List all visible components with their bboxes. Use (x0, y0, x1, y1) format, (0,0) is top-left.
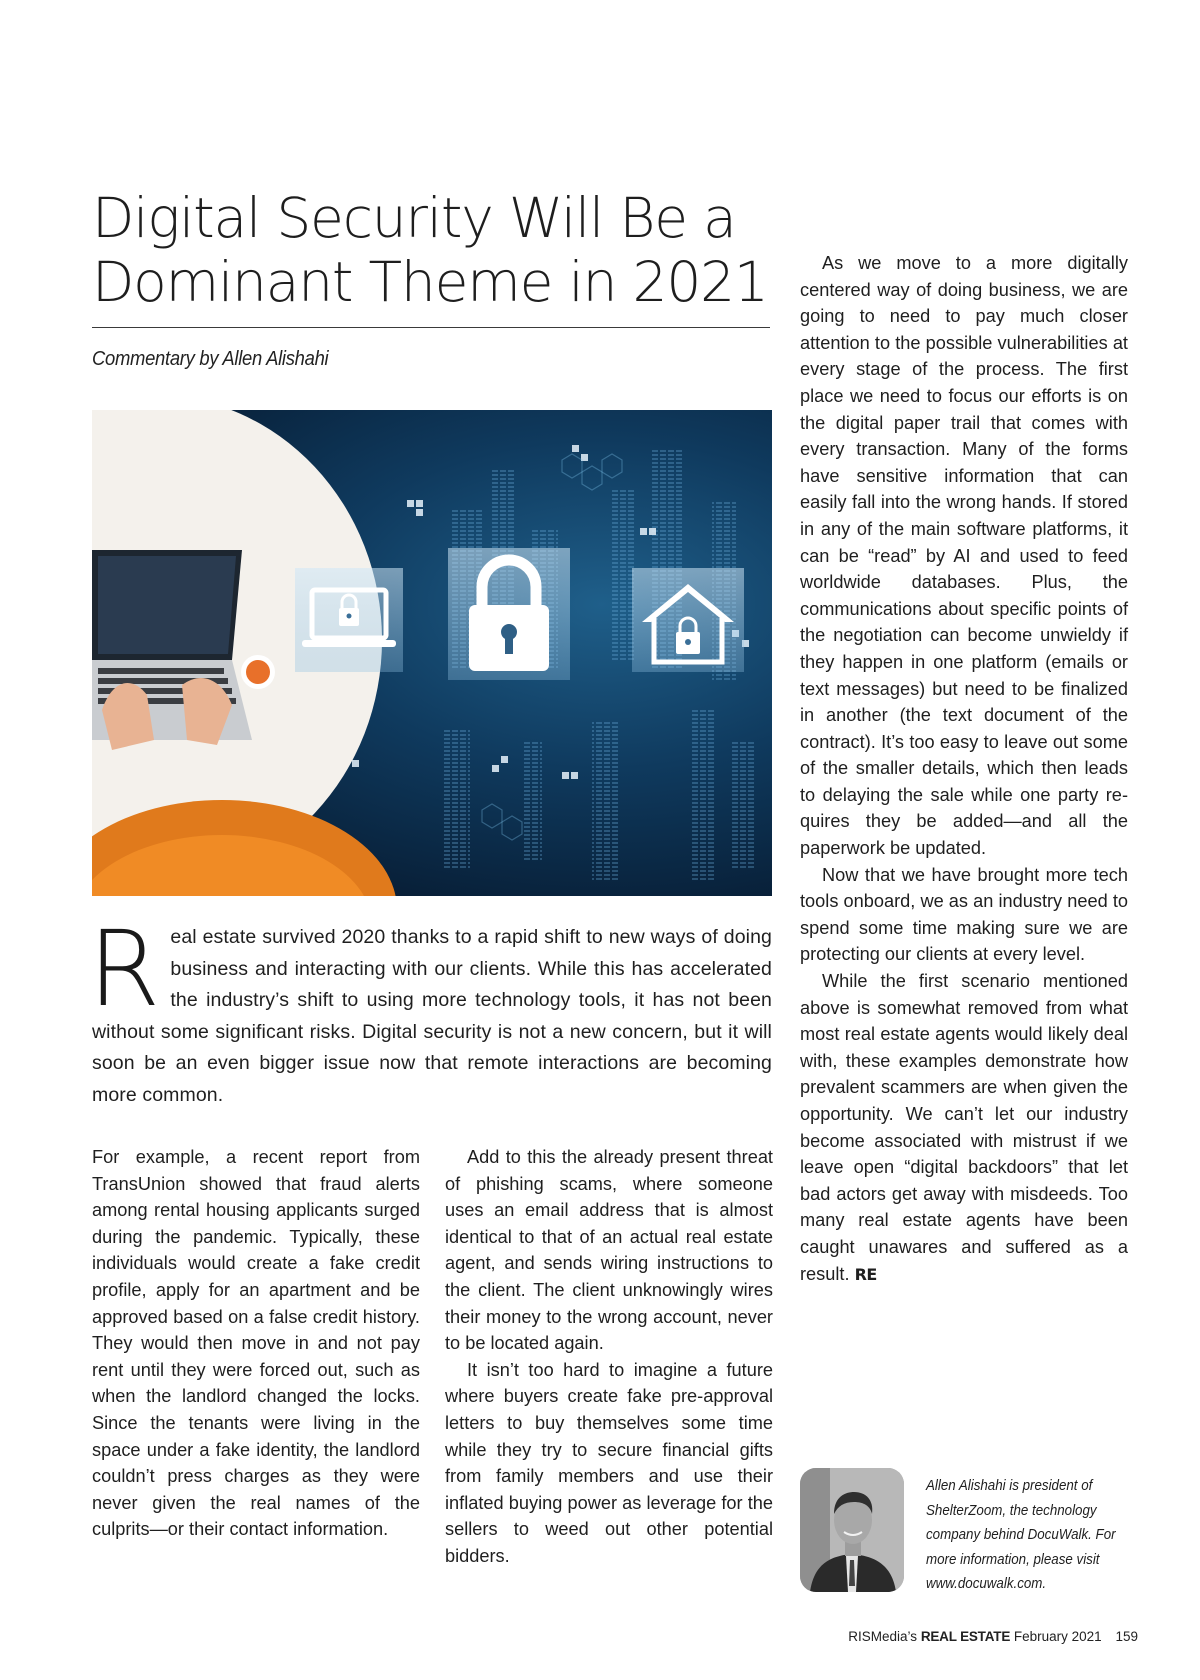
author-photo (800, 1468, 904, 1592)
end-mark: RE (854, 1264, 877, 1284)
intro-text: eal estate survived 2020 thanks to a rapid shift to new ways of doing business and interacting with our clients. While this has accelerated the industry’s shift to using more technology tools, it has not been without some significant risks. Digital security is not a new concern, but it will soon be an even bigger issue now that remote interactions are becoming more common. (92, 926, 772, 1106)
publication-prefix: RISMedia’s (848, 1629, 918, 1644)
body-paragraph: Add to this the already present threat of phishing scams, where someone uses an email address that is almost identical to that of an actual real estate agent, and sends wiring instructions to the client. The client unknowingly wires their money to the wrong account, never to be located again. (445, 1147, 773, 1354)
title-line-1: Digital Security Will Be a (92, 186, 736, 250)
final-paragraph-text: While the first scenario mentioned above is somewhat removed from what most real estate agents would likely deal with, these examples demonstrate how prevalent scammers are when given the opportunity. We can’t let our industry become associated with mistrust if we leave open “digital backdoors” that let bad actors get away with misdeeds. Too many real estate agents have been caught unawares and suffered as a result. (800, 971, 1128, 1284)
drop-cap: R (88, 908, 161, 1030)
house-lock-icon (632, 568, 744, 672)
title-line-2: Dominant Theme in 2021 (92, 250, 768, 314)
body-paragraph: Now that we have brought more tech tools onboard, we as an industry need to spend some time making sure we are protecting our clients at every level. (800, 864, 1128, 965)
page-footer (848, 1629, 1138, 1644)
body-column-1 (92, 1144, 420, 1543)
body-paragraph-final (800, 968, 1128, 1288)
byline: Commentary by Allen Alishahi (92, 348, 329, 370)
hero-image (92, 410, 772, 896)
author-bio: Allen Alishahi is president of ShelterZoom, the technology company behind DocuWalk. For more information, please visit www.docuwalk.com. (926, 1478, 1116, 1592)
issue-date: February 2021 (1013, 1629, 1102, 1644)
body-column-3 (800, 250, 1128, 1288)
title-divider (92, 327, 770, 328)
publication-name: REAL ESTATE (920, 1629, 1011, 1644)
padlock-icon (448, 548, 570, 680)
page-number: 159 (1115, 1629, 1138, 1644)
body-paragraph: For example, a recent report from TransUnion showed that fraud alerts among rental housing applicants surged during the pandemic. Typically, these individuals would create a fake credit profile, apply for an apartment and be approved based on a false credit history. They would then move in and not pay rent until they were forced out, such as when the landlord changed the locks. Since the tenants were living in the space under a fake identity, the landlord couldn’t press charges as they were never given the real names of the culprits—or their contact information. (92, 1147, 420, 1540)
body-paragraph: As we move to a more digitally centered way of doing business, we are going to need to pay much closer attention to the possible vulnerabilities at every stage of the process. The first place we need to focus our efforts is on the digital paper trail that comes with every transaction. Many of the forms have sensitive information that can easily fall into the wrong hands. If stored in any of the main software platforms, it can be “read” by AI and used to feed worldwide databases. Plus, the communications about specific points of the negotiation can become unwieldy if they happen in one platform (emails or text messages) but need to be finalized in another (the text document of the contract). It’s too easy to leave out some of the smaller details, which then leads to delaying the sale while one party requires they be added—and all the paperwork be updated. (800, 253, 1128, 859)
intro-paragraph (88, 908, 772, 1111)
article-title (92, 186, 772, 314)
body-column-2 (445, 1144, 773, 1570)
laptop-lock-icon (295, 568, 403, 672)
body-paragraph: It isn’t too hard to imagine a future where buyers create fake pre-approval letters to buy themselves some time while they try to secure financial gifts from family members and use their inflated buying power as leverage for the sellers to weed out other potential bidders. (445, 1359, 773, 1566)
